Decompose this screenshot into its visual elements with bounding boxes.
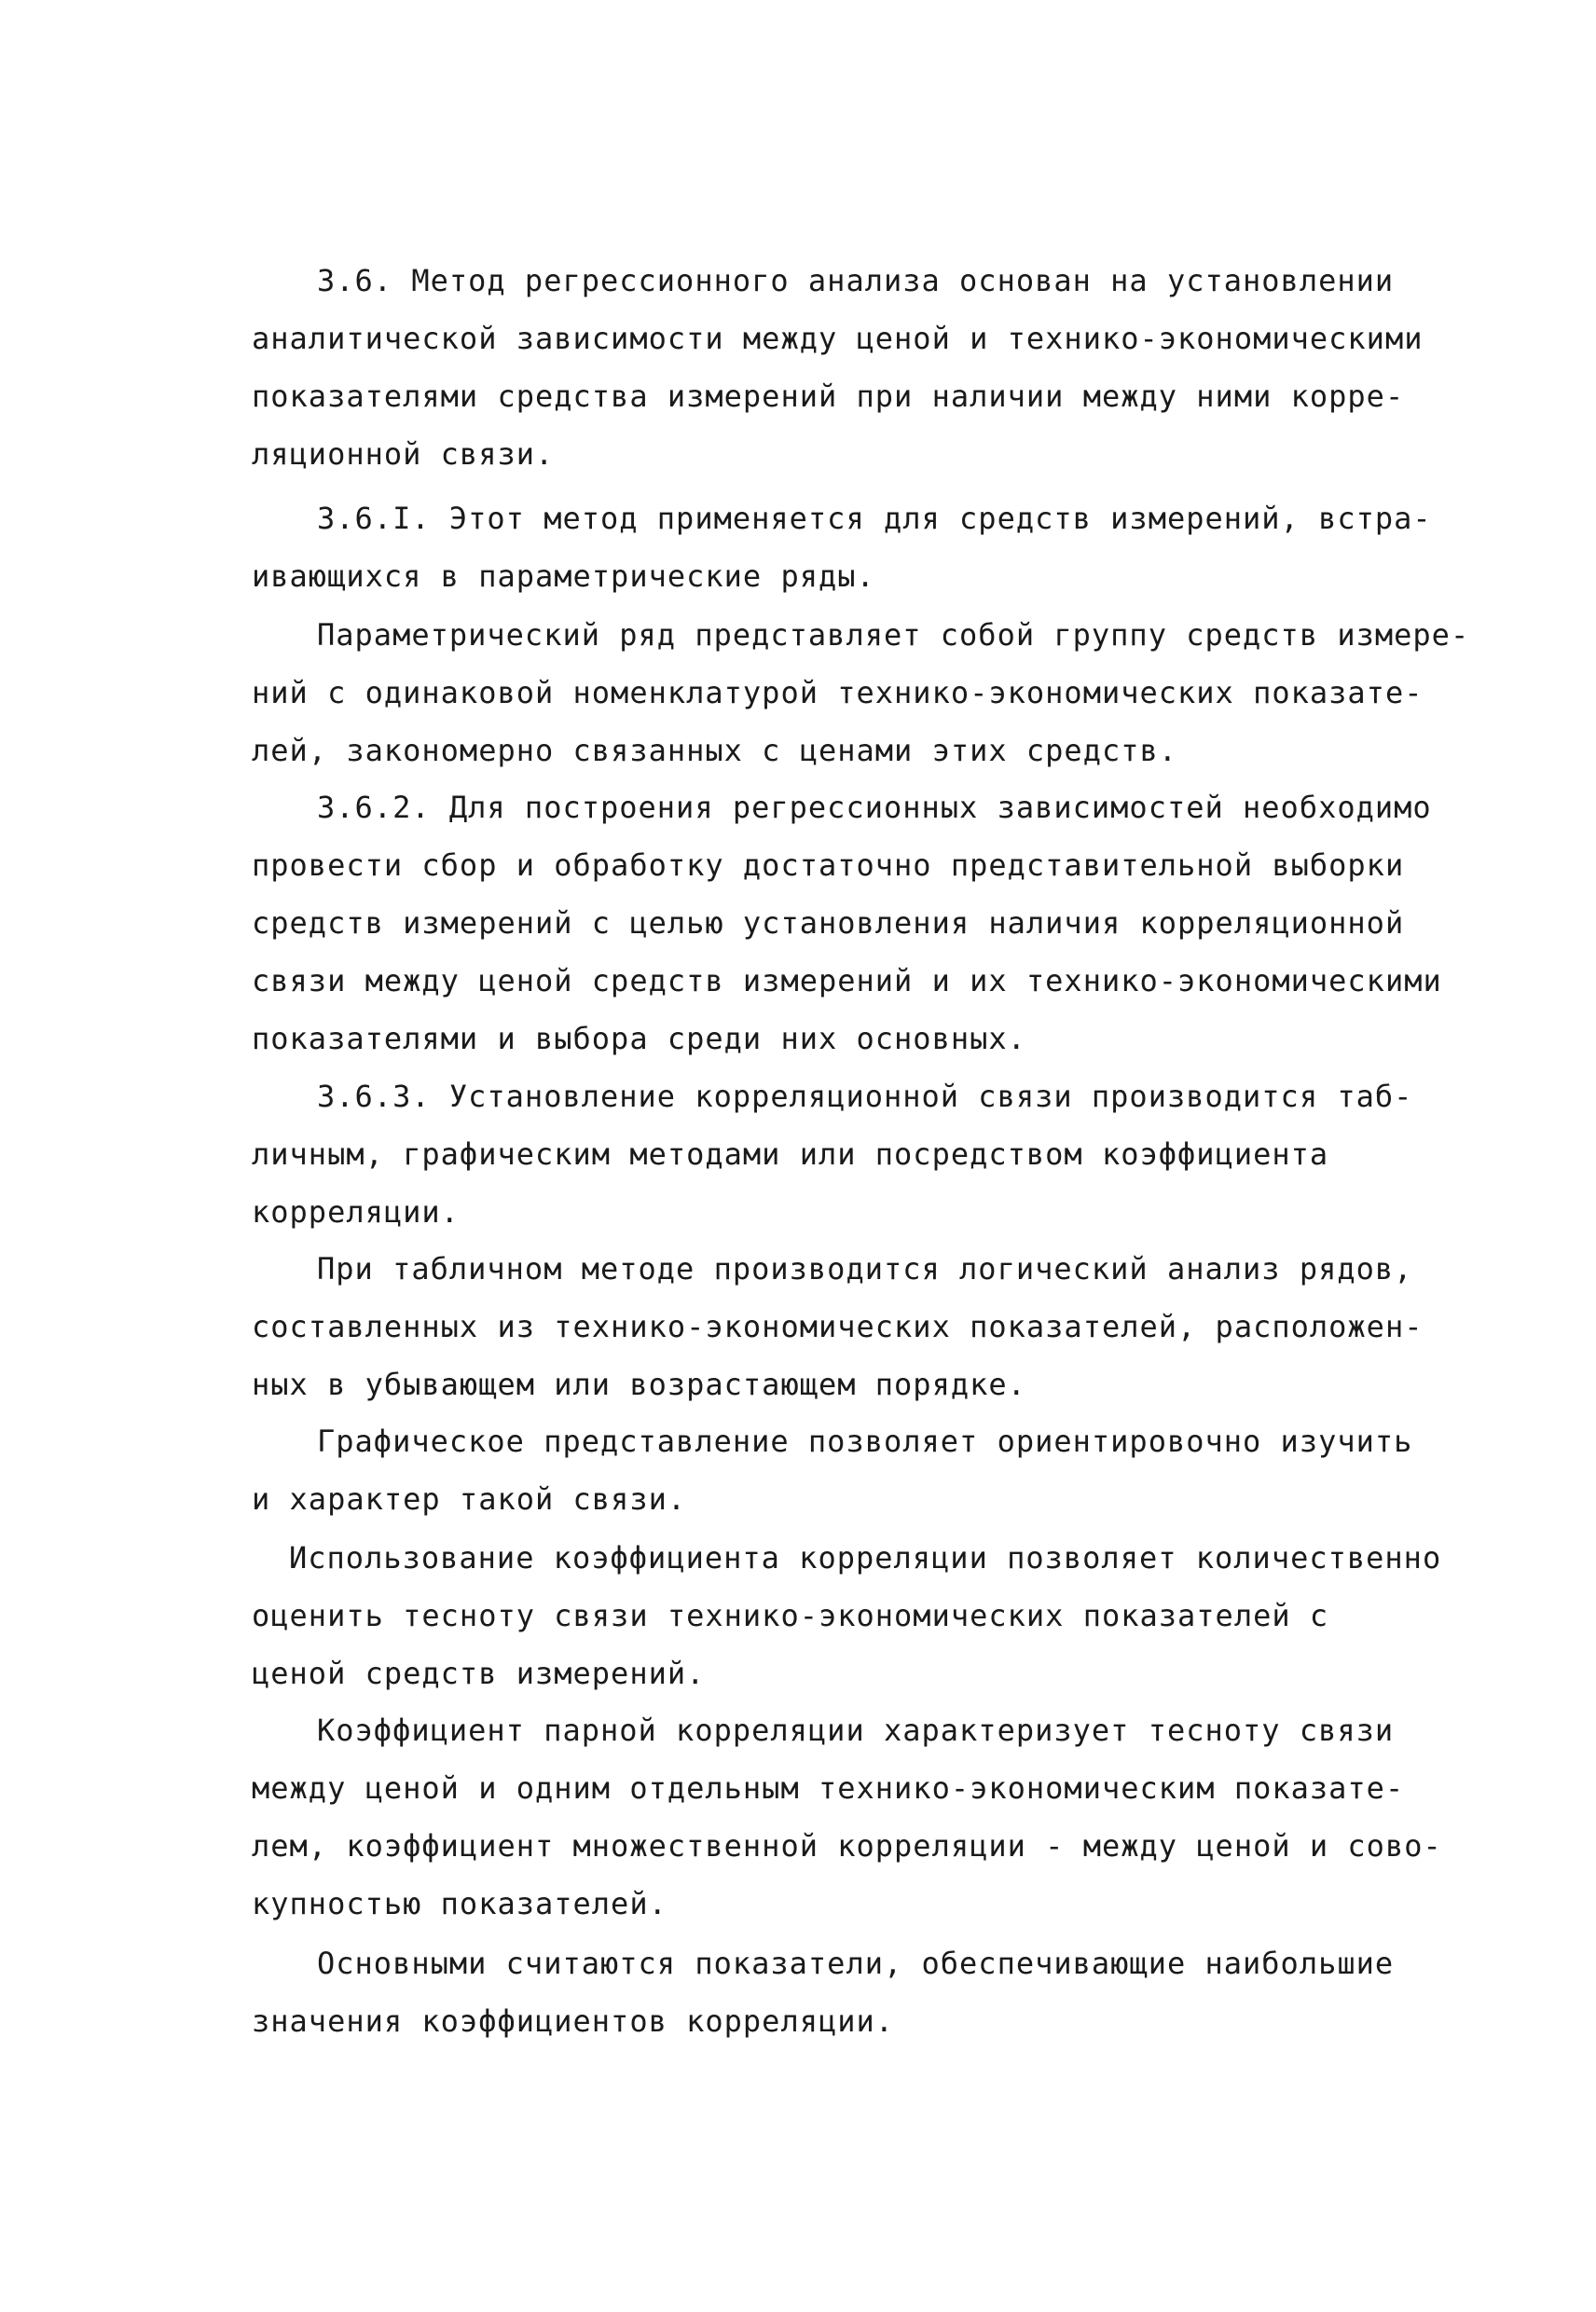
text-line: оценить тесноту связи технико-экономических показателей с: [252, 1598, 1329, 1633]
text-line: лем, коэффициент множественной корреляции - между ценой и сово-: [252, 1828, 1442, 1864]
text-line: и характер такой связи.: [252, 1481, 687, 1517]
paragraph-3-6-1: [252, 489, 1454, 605]
text-line: ивающихся в параметрические ряды.: [252, 558, 875, 594]
text-line: средств измерений с целью установления наличия корреляционной: [252, 905, 1405, 941]
text-line: между ценой и одним отдельным технико-экономическим показате-: [252, 1770, 1405, 1806]
text-line: 3.6.2. Для построения регрессионных зависимостей необходимо: [317, 790, 1432, 825]
text-line: При табличном методе производится логический анализ рядов,: [317, 1251, 1413, 1287]
paragraph-pair-correlation: [252, 1701, 1454, 1933]
text-line: связи между ценой средств измерений и их технико-экономическими: [252, 963, 1442, 998]
text-line: лей, закономерно связанных с ценами этих средств.: [252, 733, 1178, 768]
paragraph-graphical: [252, 1412, 1454, 1528]
text-line: Коэффициент парной корреляции характеризует тесноту связи: [317, 1713, 1395, 1748]
text-line: аналитической зависимости между ценой и технико-экономическими: [252, 321, 1424, 356]
text-line: ний с одинаковой номенклатурой технико-экономических показате-: [252, 675, 1424, 710]
paragraph-coefficient-usage: [252, 1529, 1454, 1702]
paragraph-3-6-3: [252, 1067, 1454, 1241]
paragraph-table-method: [252, 1240, 1454, 1413]
paragraph-main-indicators: [252, 1934, 1454, 2050]
text-line: показателями средства измерений при наличии между ними корре-: [252, 378, 1405, 414]
text-line: корреляции.: [252, 1194, 460, 1230]
text-line: Параметрический ряд представляет собой группу средств измере-: [317, 617, 1470, 653]
text-line: значения коэффициентов корреляции.: [252, 2003, 895, 2039]
text-line: ценой средств измерений.: [252, 1656, 706, 1691]
text-line: составленных из технико-экономических показателей, расположен-: [252, 1309, 1424, 1344]
paragraph-3-6: [252, 252, 1454, 483]
text-line: провести сбор и обработку достаточно представительной выборки: [252, 847, 1405, 883]
text-line: Графическое представление позволяет ориентировочно изучить: [317, 1424, 1413, 1459]
text-line: Основными считаются показатели, обеспечивающие наибольшие: [317, 1946, 1395, 1981]
text-line: купностью показателей.: [252, 1886, 667, 1921]
text-line: личным, графическим методами или посредством коэффициента: [252, 1136, 1329, 1172]
text-line: Использование коэффициента корреляции позволяет количественно: [289, 1540, 1442, 1576]
text-line: 3.6.I. Этот метод применяется для средств измерений, встра-: [317, 501, 1432, 536]
text-line: показателями и выбора среди них основных.: [252, 1021, 1026, 1056]
text-line: 3.6. Метод регрессионного анализа основан на установлении: [317, 263, 1395, 298]
paragraph-parametric-row: [252, 606, 1470, 779]
text-line: 3.6.3. Установление корреляционной связи производится таб-: [317, 1079, 1413, 1114]
text-line: ляционной связи.: [252, 436, 555, 472]
text-line: ных в убывающем или возрастающем порядке.: [252, 1367, 1026, 1402]
paragraph-3-6-2: [252, 778, 1454, 1067]
